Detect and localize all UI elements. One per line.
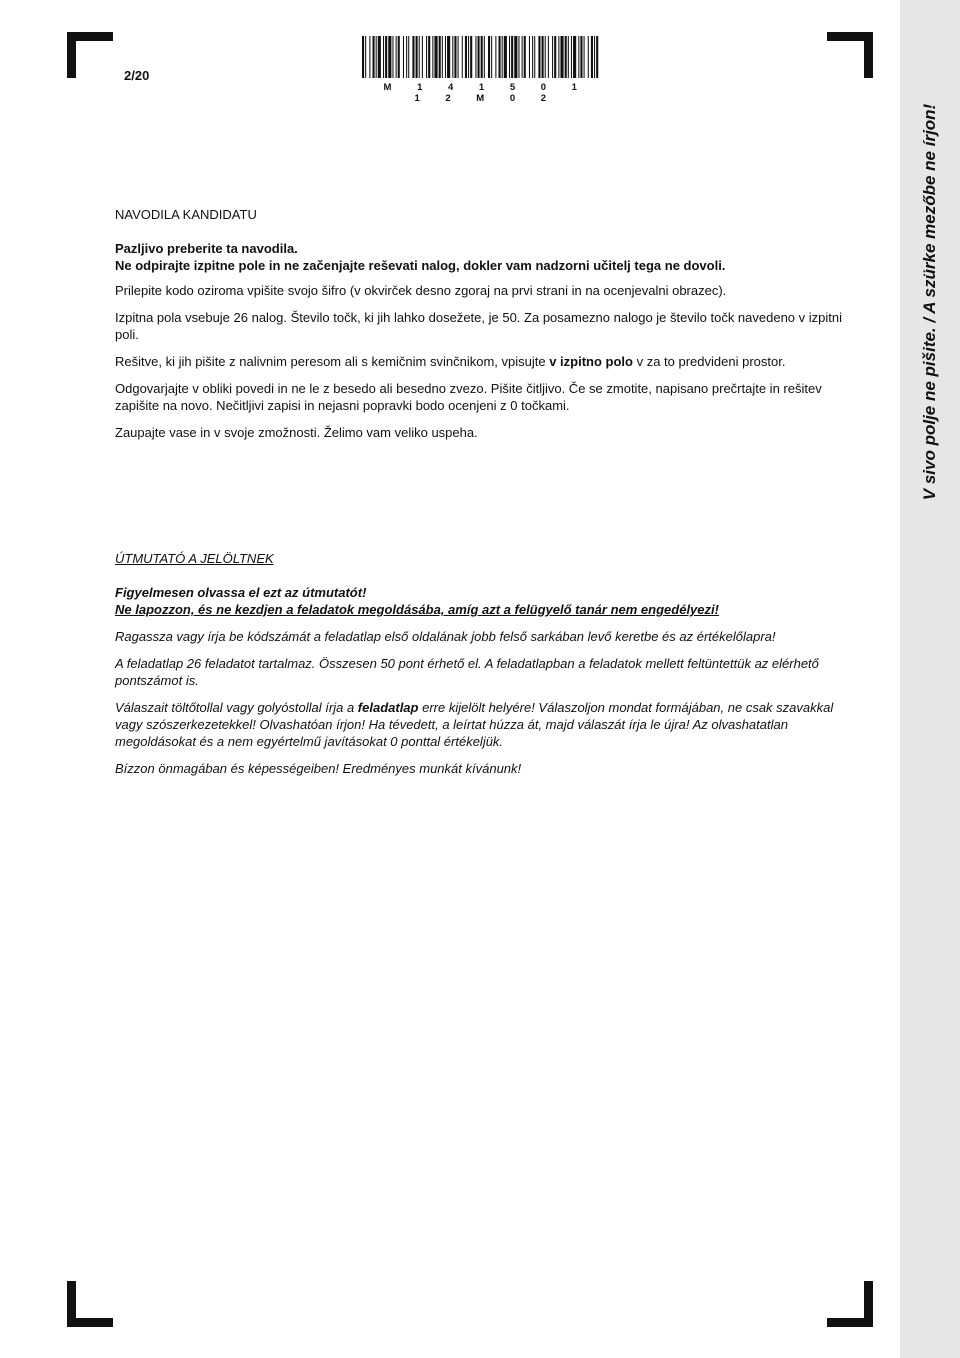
barcode-bar (475, 36, 476, 78)
slovene-instructions (115, 206, 850, 451)
barcode-bar (454, 36, 456, 78)
barcode-bar (514, 36, 517, 78)
barcode-bar (468, 36, 469, 78)
barcode-bar (488, 36, 490, 78)
slovene-paragraph-3-start: Rešitve, ki jih pišite z nalivnim peresom ali s kemičnim svinčnikom, vpisujte (115, 354, 550, 369)
barcode-bar (403, 36, 404, 78)
barcode-bar (594, 36, 595, 78)
barcode-bar (462, 36, 463, 78)
barcode-bar (385, 36, 387, 78)
barcode-bar (548, 36, 549, 78)
barcode-bar (552, 36, 553, 78)
barcode-bar (398, 36, 400, 78)
corner-mark-top-right-vertical (864, 32, 873, 78)
barcode-bar (419, 36, 420, 78)
barcode-bar (538, 36, 540, 78)
side-note: V sivo polje ne pišite. / A szürke mezőbe ne írjon! (920, 103, 939, 501)
slovene-bold-line-2: Ne odpirajte izpitne pole in ne začenjajte reševati nalog, dokler vam nadzorni učitelj tega ne dovoli. (115, 258, 726, 273)
slovene-paragraph-1: Prilepite kodo oziroma vpišite svojo šifro (v okvirček desno zgoraj na prvi strani in na ocenjevalni obrazec). (115, 283, 727, 298)
barcode-bar (416, 36, 418, 78)
barcode-bar (452, 36, 453, 78)
barcode-bar (470, 36, 472, 78)
barcode-bar (509, 36, 510, 78)
barcode-bar (491, 36, 492, 78)
slovene-title: NAVODILA KANDIDATU (115, 207, 257, 222)
barcode-bar (412, 36, 414, 78)
barcode (360, 36, 600, 104)
barcode-bar (504, 36, 507, 78)
barcode-bar (596, 36, 598, 78)
hungarian-paragraph-3-start: Válaszait töltőtollal vagy golyóstollal írja a (115, 700, 358, 715)
barcode-bar (502, 36, 503, 78)
barcode-bar (495, 36, 496, 78)
barcode-bar (378, 36, 381, 78)
barcode-bar (522, 36, 523, 78)
barcode-bar (365, 36, 366, 78)
slovene-paragraph-3-end: v za to predvideni prostor. (632, 354, 786, 369)
barcode-bar (445, 36, 446, 78)
barcode-bar (458, 36, 459, 78)
hungarian-paragraph-1: Ragassza vagy írja be kódszámát a feladatlap első oldalának jobb felső sarkában levő keretbe és az értékelőlapra! (115, 629, 776, 644)
slovene-paragraph-3-emphasis: v izpitno polo (549, 354, 633, 369)
barcode-bar (422, 36, 423, 78)
barcode-bar (580, 36, 582, 78)
barcode-bar (392, 36, 393, 78)
barcode-bar (432, 36, 433, 78)
barcode-bar (542, 36, 544, 78)
barcode-bar (545, 36, 546, 78)
barcode-bar (571, 36, 572, 78)
barcode-bar (478, 36, 480, 78)
hungarian-title: ÚTMUTATÓ A JELÖLTNEK (115, 551, 274, 566)
barcode-bar (588, 36, 589, 78)
hungarian-paragraph-3-end: erre kijelölt helyére! Válaszoljon mondat formájában, ne csak szavakkal vagy szószerkezetekkel! Olvashatóan írjon! Ha tévedett, a leírtat húzza át, majd válaszát írja le újra! Az olvashatatlan megoldásokat és a nem egyértelmű javításokat 0 ponttal értékeljük. (115, 700, 834, 749)
barcode-bar (554, 36, 556, 78)
barcode-bar (434, 36, 437, 78)
barcode-bar (532, 36, 533, 78)
slovene-paragraph-2: Izpitna pola vsebuje 26 nalog. Število točk, ki jih lahko dosežete, je 50. Za posamezno nalogo je število točk navedeno v izpitni poli. (115, 310, 842, 342)
barcode-bar (442, 36, 443, 78)
hungarian-bold-line-1: Figyelmesen olvassa el ezt az útmutatót! (115, 585, 367, 600)
barcode-bar (362, 36, 364, 78)
hungarian-paragraph-4: Bízzon önmagában és képességeiben! Eredményes munkát kívánunk! (115, 761, 522, 776)
barcode-bar (428, 36, 430, 78)
corner-mark-bottom-right-vertical (864, 1281, 873, 1327)
slovene-paragraph-5: Zaupajte vase in v svoje zmožnosti. Želimo vam veliko uspeha. (115, 425, 478, 440)
barcode-bar (529, 36, 530, 78)
barcode-bar (524, 36, 526, 78)
corner-mark-top-left-vertical (67, 32, 76, 78)
barcode-bar (376, 36, 377, 78)
barcode-bar (383, 36, 384, 78)
barcode-bar (408, 36, 409, 78)
barcode-bar (573, 36, 576, 78)
hungarian-instructions (115, 550, 850, 787)
hungarian-bold-line-2: Ne lapozzon, és ne kezdjen a feladatok megoldásába, amíg azt a felügyelő tanár nem engedélyezi! (115, 602, 719, 617)
barcode-bar (439, 36, 441, 78)
barcode-bar (481, 36, 483, 78)
barcode-bar (565, 36, 567, 78)
barcode-bar (369, 36, 370, 78)
barcode-code: M 1 4 1 5 0 1 1 2 M 0 2 (383, 82, 589, 104)
hungarian-paragraph-3 (115, 699, 850, 750)
barcode-bar (484, 36, 485, 78)
barcode-bar (426, 36, 427, 78)
barcode-bar (388, 36, 391, 78)
barcode-bar (534, 36, 535, 78)
page-number: 2/20 (124, 68, 150, 83)
barcode-bar (578, 36, 579, 78)
barcode-bar (406, 36, 407, 78)
slovene-paragraph-4: Odgovarjajte v obliki povedi in ne le z besedo ali besedno zvezo. Pišite čitljivo. Če se zmotite, napisano prečrtajte in rešitev zapišite na novo. Nečitljivi zapisi in nejasni popravki bodo ocenjeni z 0 točkami. (115, 381, 822, 413)
barcode-bar (499, 36, 501, 78)
barcode-bars (360, 36, 600, 78)
corner-mark-bottom-left-vertical (67, 1281, 76, 1327)
barcode-bar (568, 36, 569, 78)
barcode-bar (511, 36, 513, 78)
hungarian-paragraph-2: A feladatlap 26 feladatot tartalmaz. Összesen 50 pont érhető el. A feladatlapban a feladatok mellett feltüntettük az elérhető pontszámot is. (115, 656, 819, 688)
barcode-bar (558, 36, 559, 78)
barcode-bar (465, 36, 467, 78)
barcode-bar (584, 36, 585, 78)
barcode-bar (447, 36, 450, 78)
barcode-bar (518, 36, 519, 78)
barcode-bar (560, 36, 563, 78)
slovene-bold-line-1: Pazljivo preberite ta navodila. (115, 241, 298, 256)
barcode-bar (396, 36, 397, 78)
barcode-bar (373, 36, 375, 78)
slovene-paragraph-3 (115, 353, 850, 370)
barcode-bar (591, 36, 593, 78)
hungarian-paragraph-3-emphasis: feladatlap (357, 700, 419, 715)
